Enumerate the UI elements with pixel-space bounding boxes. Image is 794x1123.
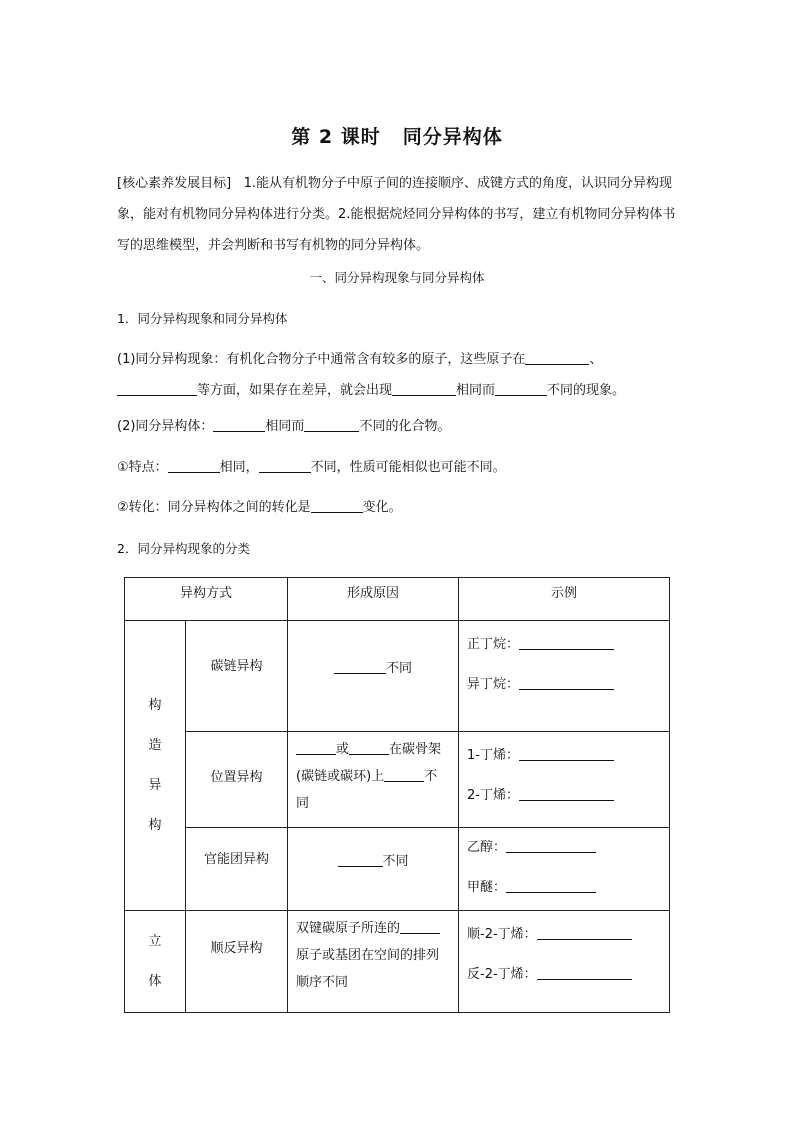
blank[interactable] [168,458,220,473]
reason-cell: 双键碳原子所连的原子或基团在空间的排列顺序不同 [288,911,459,1013]
reason-cell: 不同 [288,828,459,911]
blank[interactable] [259,458,311,473]
blank[interactable] [384,767,424,782]
blank[interactable] [349,740,389,755]
blank[interactable] [334,659,386,674]
definition-phenomenon: (1)同分异构现象：有机化合物分子中通常含有较多的原子，这些原子在 、 等方面，如果存在差异，就会出现 相同而 不同的现象。 [117,352,626,398]
example-cell: 顺-2-丁烯： 反-2-丁烯： [459,911,670,1013]
blank[interactable] [311,498,363,513]
subsection-2-heading: 2．同分异构现象的分类 [117,541,250,556]
table-row [125,621,670,732]
learning-goals [117,168,677,261]
isomer-type: 碳链异构 [186,621,288,732]
blank[interactable] [213,417,265,432]
table-row [125,911,670,1013]
blank[interactable] [304,417,359,432]
page-title: 第 2 课时 同分异构体 [291,126,503,148]
blank[interactable] [338,852,383,867]
blank[interactable] [537,965,632,980]
blank[interactable] [537,925,632,940]
table-row [125,732,670,828]
isomer-type: 顺反异构 [186,911,288,1013]
header-cell: 异构方式 [125,578,288,621]
isomer-type: 位置异构 [186,732,288,828]
isomer-type: 官能团异构 [186,828,288,911]
blank[interactable] [506,838,596,853]
reason-cell: 或 在碳骨架(碳链或碳环)上 不同 [288,732,459,828]
blank[interactable] [296,740,336,755]
blank[interactable] [495,381,547,396]
group-label-stereo: 立 体 [125,911,186,1013]
blank[interactable] [525,350,589,365]
blank[interactable] [519,746,614,761]
header-cell: 示例 [459,578,670,621]
blank[interactable] [506,878,596,893]
example-cell: 正丁烷： 异丁烷： [459,621,670,732]
classification-table [124,577,670,1013]
header-cell: 形成原因 [288,578,459,621]
blank[interactable] [519,786,614,801]
example-cell: 1-丁烯： 2-丁烯： [459,732,670,828]
conversion-line: ②转化：同分异构体之间的转化是 变化。 [117,500,402,515]
section-title: 一、同分异构现象与同分异构体 [309,270,485,285]
definition-isomer: (2)同分异构体： 相同而 不同的化合物。 [117,419,451,434]
goals-text: 1.能从有机物分子中原子间的连接顺序、成键方式的角度，认识同分异构现象，能对有机物同分异构体进行分类。2.能根据烷烃同分异构体的书写，建立有机物同分异构体书写的思维模型，并会判断和书写有机物的同分异构体。 [117,176,676,253]
reason-cell: 不同 [288,621,459,732]
goals-tag: [核心素养发展目标] [117,176,232,191]
blank[interactable] [400,919,440,934]
blank[interactable] [117,381,197,396]
blank[interactable] [519,675,614,690]
feature-line: ①特点： 相同， 不同，性质可能相似也可能不同。 [117,460,506,475]
blank[interactable] [519,635,614,650]
table-header-row [125,578,670,621]
blank[interactable] [392,381,456,396]
example-cell: 乙醇： 甲醚： [459,828,670,911]
group-label-constitutional: 构 造 异 构 [125,621,186,911]
subsection-1-heading: 1．同分异构现象和同分异构体 [117,311,288,326]
table-row [125,828,670,911]
